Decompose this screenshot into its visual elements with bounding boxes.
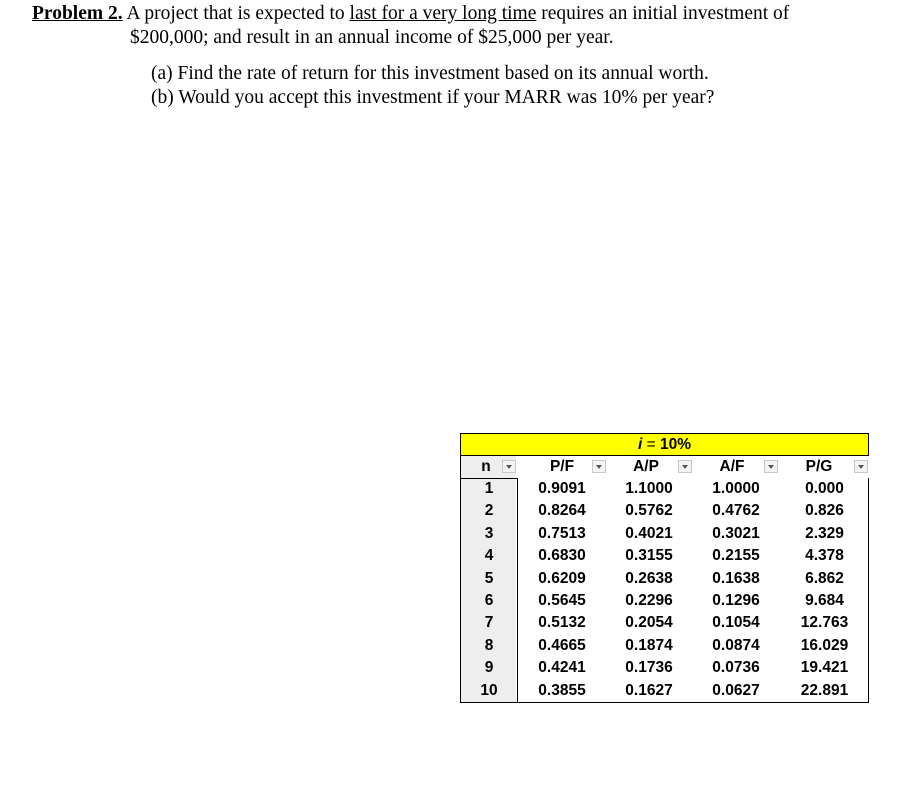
problem-text-part-2: requires an initial investment of xyxy=(536,3,790,24)
table-border-bottom xyxy=(460,702,869,703)
header-af xyxy=(692,456,780,478)
cell-pf: 0.4665 xyxy=(538,636,586,654)
filter-dropdown-icon[interactable] xyxy=(678,460,692,473)
cell-pg: 12.763 xyxy=(800,614,849,632)
cell-n: 5 xyxy=(484,569,494,587)
cell-n: 9 xyxy=(484,659,494,677)
header-label-pf: P/F xyxy=(549,458,575,475)
table-row xyxy=(460,545,869,567)
table-row xyxy=(460,612,869,634)
cell-af: 0.3021 xyxy=(712,524,760,542)
cell-ap: 0.5762 xyxy=(625,502,673,520)
cell-pg: 0.000 xyxy=(805,480,844,497)
table-row xyxy=(460,657,869,679)
cell-n: 2 xyxy=(484,502,494,520)
cell-pf: 0.9091 xyxy=(538,480,586,497)
table-title-variable: i xyxy=(637,436,643,453)
cell-af: 1.0000 xyxy=(712,480,760,497)
cell-ap: 0.2296 xyxy=(625,591,673,609)
table-row xyxy=(460,500,869,522)
cell-ap: 0.1627 xyxy=(625,681,673,699)
cell-n: 4 xyxy=(484,547,494,565)
header-pf xyxy=(518,456,606,478)
cell-ap: 0.4021 xyxy=(625,524,673,542)
table-title-rate: 10% xyxy=(659,436,691,453)
problem-line-1 xyxy=(32,2,892,26)
cell-ap: 0.3155 xyxy=(625,547,673,565)
header-label-af: A/F xyxy=(719,458,745,475)
cell-ap: 0.1874 xyxy=(625,636,673,654)
cell-af: 0.1638 xyxy=(712,569,760,587)
cell-af: 0.1054 xyxy=(712,614,760,632)
cell-pg: 19.421 xyxy=(800,659,849,677)
cell-ap: 0.2638 xyxy=(625,569,673,587)
cell-n: 10 xyxy=(480,681,498,699)
underlined-phrase: last for a very long time xyxy=(349,3,537,24)
cell-af: 0.2155 xyxy=(712,547,760,565)
cell-af: 0.1296 xyxy=(712,591,760,609)
cell-ap: 1.1000 xyxy=(625,480,673,497)
cell-pg: 16.029 xyxy=(800,636,849,654)
cell-pg: 9.684 xyxy=(805,591,844,609)
table-row xyxy=(460,568,869,590)
cell-n: 6 xyxy=(484,591,494,609)
table-body xyxy=(460,478,869,702)
questions xyxy=(151,62,714,110)
cell-pf: 0.5645 xyxy=(538,591,586,609)
header-pg xyxy=(780,456,869,478)
table-divider-n xyxy=(517,478,518,703)
cell-pg: 4.378 xyxy=(805,547,844,565)
problem-label: Problem 2. xyxy=(32,3,123,24)
cell-n: 1 xyxy=(484,480,494,497)
table-border-right xyxy=(868,478,869,703)
cell-pg: 2.329 xyxy=(805,524,844,542)
problem-line-2: $200,000; and result in an annual income of $25,000 per year. xyxy=(130,27,614,48)
cell-pg: 6.862 xyxy=(805,569,844,587)
cell-pf: 0.6830 xyxy=(538,547,586,565)
header-n xyxy=(460,456,518,478)
table-row xyxy=(460,478,869,500)
cell-ap: 0.2054 xyxy=(625,614,673,632)
table-row xyxy=(460,590,869,612)
cell-n: 3 xyxy=(484,524,494,542)
question-a: (a) Find the rate of return for this investment based on its annual worth. xyxy=(151,63,709,84)
cell-n: 8 xyxy=(484,636,494,654)
table-title-equals: = xyxy=(642,436,660,453)
header-label-pg: P/G xyxy=(805,458,833,475)
cell-af: 0.0627 xyxy=(712,681,760,699)
cell-af: 0.4762 xyxy=(712,502,760,520)
cell-pg: 22.891 xyxy=(800,681,849,699)
filter-dropdown-icon[interactable] xyxy=(854,460,868,473)
table-header-rule xyxy=(460,478,517,479)
question-b: (b) Would you accept this investment if your MARR was 10% per year? xyxy=(151,87,715,108)
cell-af: 0.0736 xyxy=(712,659,760,677)
filter-dropdown-icon[interactable] xyxy=(592,460,606,473)
header-label-ap: A/P xyxy=(633,458,659,475)
cell-n: 7 xyxy=(484,614,494,632)
problem-statement xyxy=(32,2,892,50)
cell-pf: 0.7513 xyxy=(538,524,586,542)
cell-pf: 0.3855 xyxy=(538,681,586,699)
table-title xyxy=(460,433,869,456)
header-label-n: n xyxy=(481,458,491,475)
cell-pf: 0.5132 xyxy=(538,614,586,632)
cell-af: 0.0874 xyxy=(712,636,760,654)
cell-pf: 0.6209 xyxy=(538,569,586,587)
cell-pf: 0.4241 xyxy=(538,659,586,677)
cell-pg: 0.826 xyxy=(805,502,844,520)
table-row xyxy=(460,680,869,702)
cell-ap: 0.1736 xyxy=(625,659,673,677)
cell-pf: 0.8264 xyxy=(538,502,586,520)
table-row xyxy=(460,523,869,545)
table-border-left xyxy=(460,456,461,703)
filter-dropdown-icon[interactable] xyxy=(764,460,778,473)
header-ap xyxy=(606,456,692,478)
problem-text-part-1: A project that is expected to xyxy=(122,3,350,24)
filter-dropdown-icon[interactable] xyxy=(502,460,516,473)
table-row xyxy=(460,635,869,657)
